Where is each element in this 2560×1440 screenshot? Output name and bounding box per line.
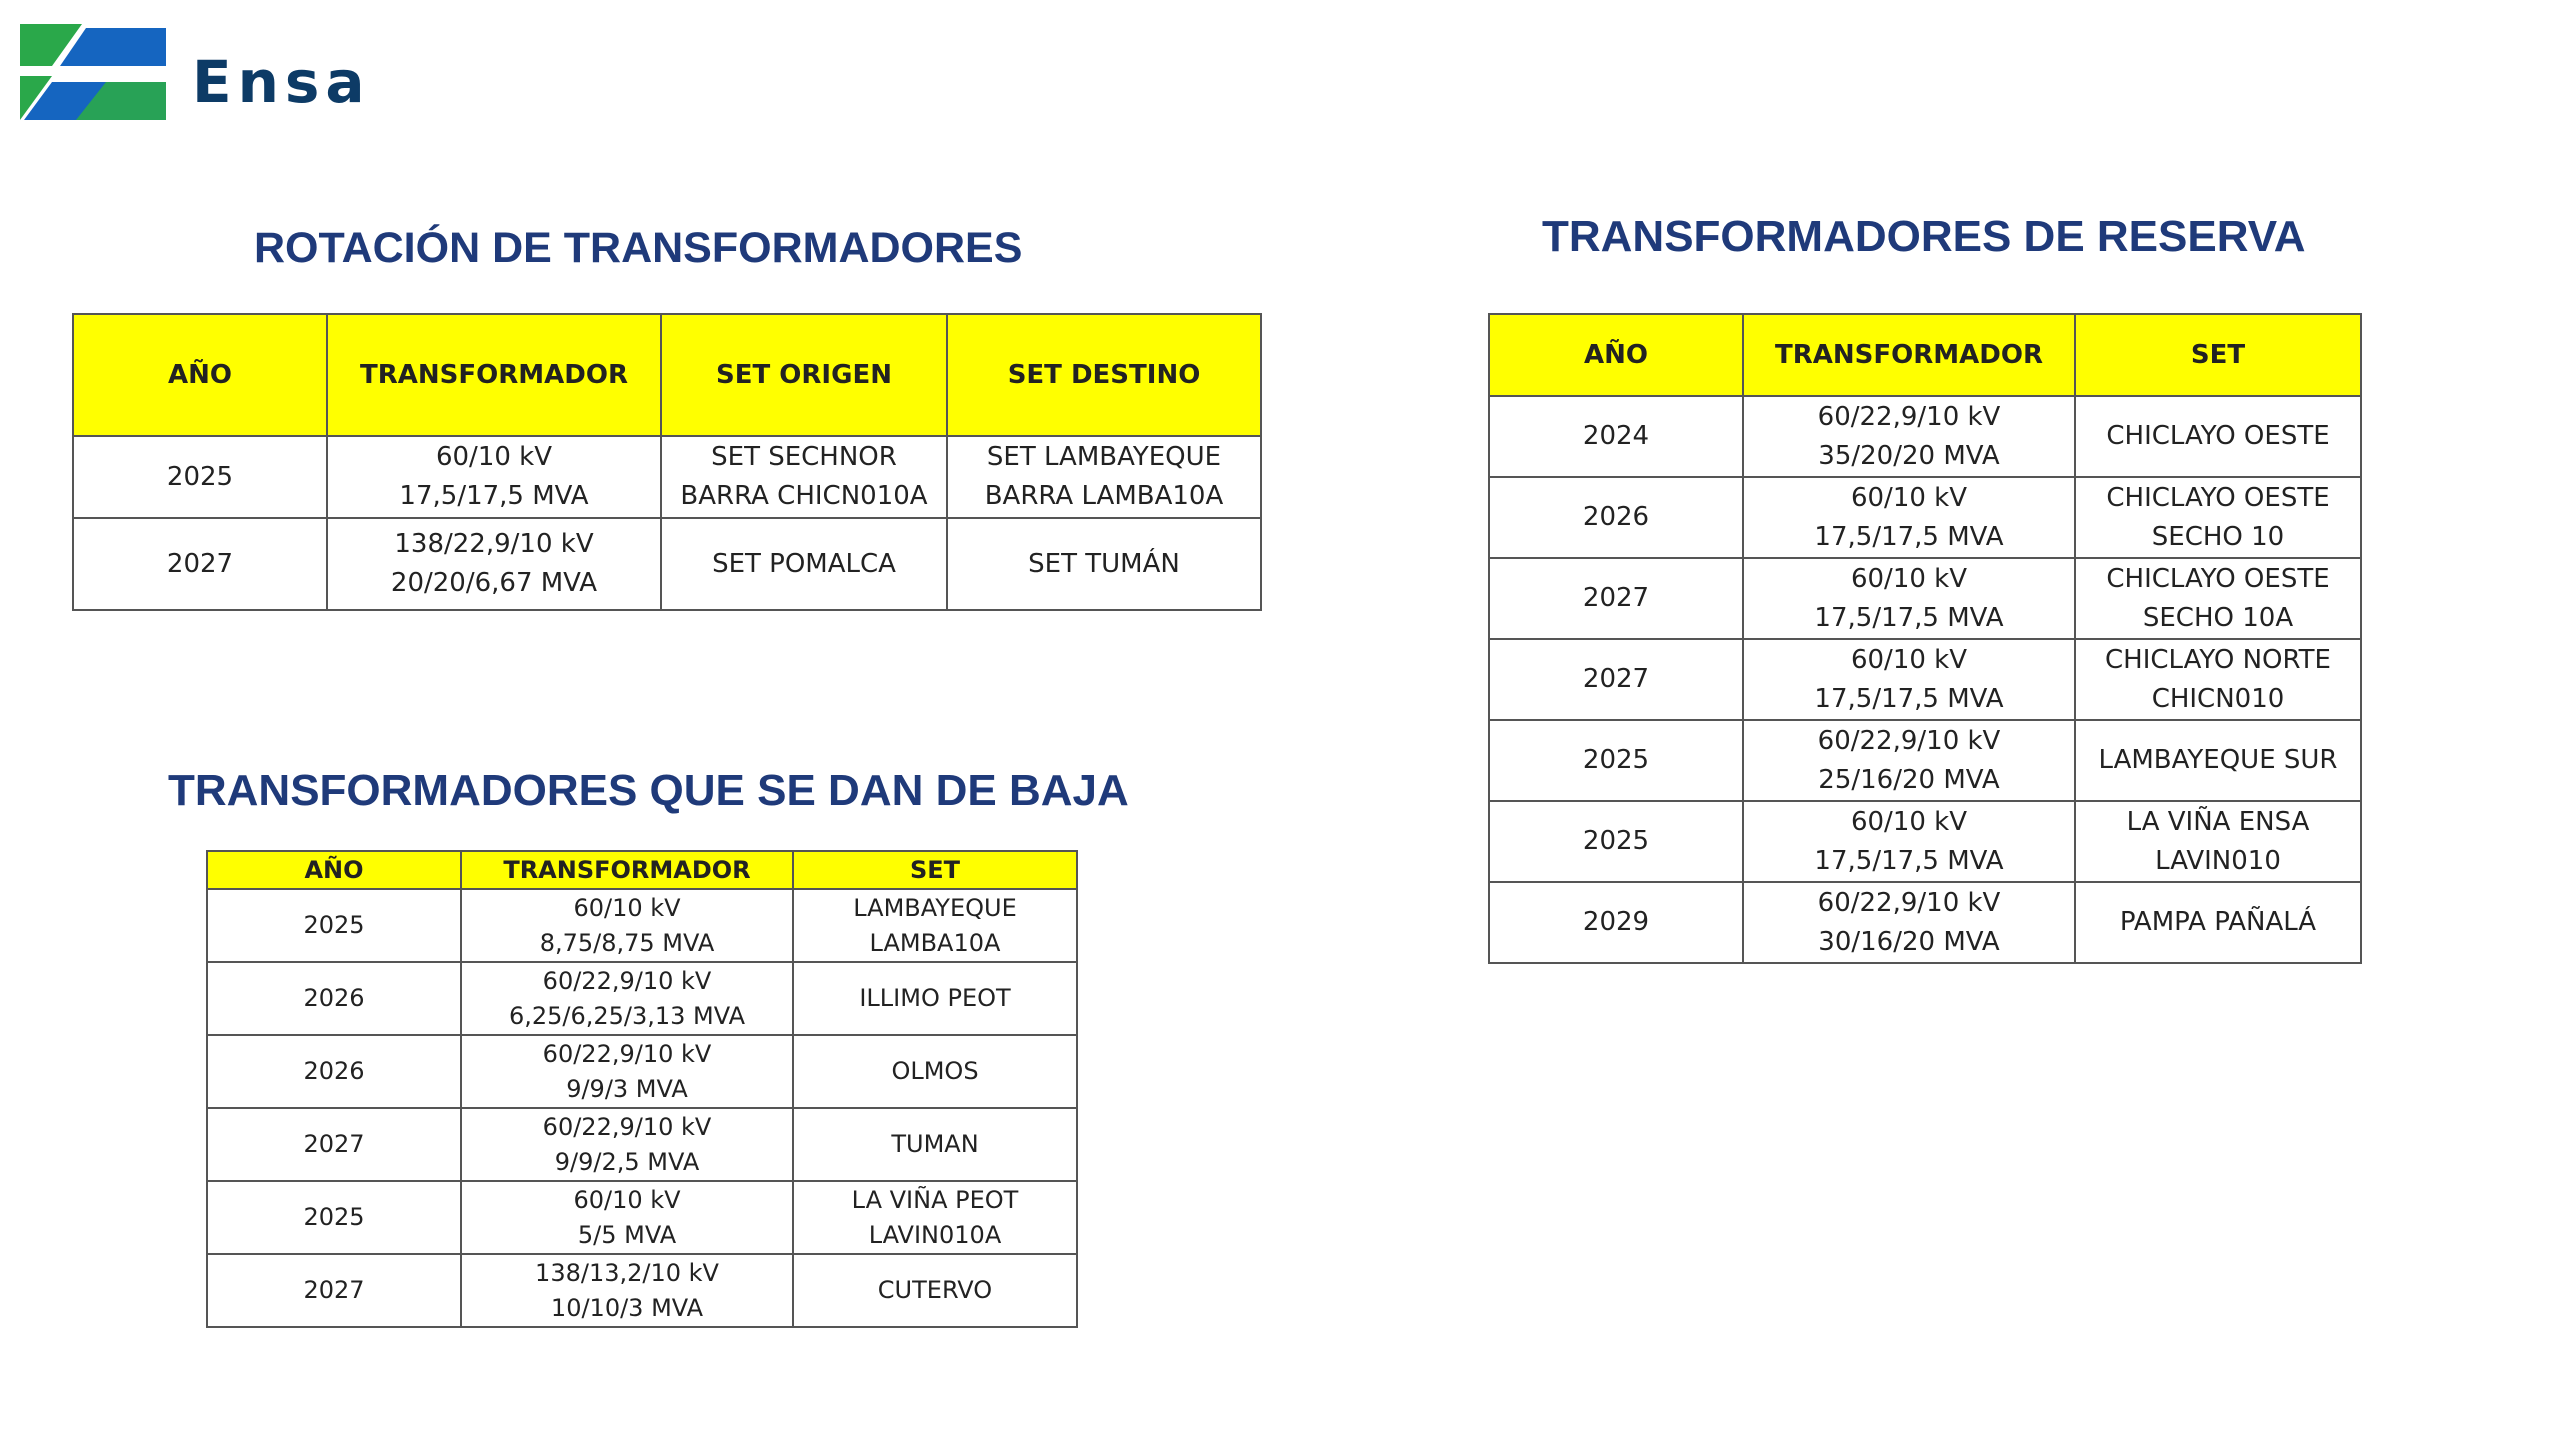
year-cell: 2027 (1489, 639, 1743, 720)
power-text: 10/10/3 MVA (550, 1293, 704, 1322)
column-header-transformador: TRANSFORMADOR (461, 851, 793, 889)
year-cell: 2027 (1489, 558, 1743, 639)
column-header-set-origen: SET ORIGEN (661, 314, 947, 436)
ensa-logo-mark (16, 20, 166, 130)
set-cell (2075, 558, 2361, 639)
year-cell: 2024 (1489, 396, 1743, 477)
voltage-text: 60/10 kV (573, 1185, 681, 1214)
transformer-cell (1743, 558, 2075, 639)
column-header-transformador: TRANSFORMADOR (1743, 314, 2075, 396)
voltage-text: 138/13,2/10 kV (535, 1258, 719, 1287)
set-name-text: SET LAMBAYEQUE (986, 442, 1222, 472)
table-row (1489, 801, 2361, 882)
transformer-cell (1743, 882, 2075, 963)
voltage-text: 60/22,9/10 kV (542, 1112, 712, 1141)
table-header-row (1489, 314, 2361, 396)
set-cell (2075, 396, 2361, 477)
set-cell (793, 1035, 1077, 1108)
power-text: 17,5/17,5 MVA (1814, 683, 2004, 714)
year-cell: 2025 (207, 1181, 461, 1254)
transformer-cell (1743, 639, 2075, 720)
bus-text: BARRA CHICN010A (680, 481, 928, 511)
year-cell: 2027 (207, 1108, 461, 1181)
power-text: 17,5/17,5 MVA (1814, 845, 2004, 876)
power-text: 17,5/17,5 MVA (1814, 602, 2004, 633)
table-row (207, 1108, 1077, 1181)
set-name-text: CHICLAYO OESTE (2106, 563, 2330, 594)
power-text: 20/20/6,67 MVA (390, 568, 598, 598)
set-cell (793, 1181, 1077, 1254)
transformer-cell (461, 1254, 793, 1327)
table-row (1489, 639, 2361, 720)
power-text: 9/9/3 MVA (566, 1074, 688, 1103)
table-row (1489, 558, 2361, 639)
voltage-text: 60/22,9/10 kV (1817, 887, 2001, 918)
transformer-cell (461, 889, 793, 962)
year-cell: 2026 (1489, 477, 1743, 558)
baja-table (206, 850, 1078, 1328)
power-text: 17,5/17,5 MVA (1814, 521, 2004, 552)
table-header-row (207, 851, 1077, 889)
column-header-anio: AÑO (1489, 314, 1743, 396)
year-cell: 2025 (1489, 801, 1743, 882)
bus-text: BARRA LAMBA10A (984, 481, 1224, 511)
power-text: 5/5 MVA (577, 1220, 677, 1249)
year-cell: 2025 (207, 889, 461, 962)
set-cell (2075, 639, 2361, 720)
set-name-text: TUMAN (891, 1130, 979, 1159)
table-row (207, 889, 1077, 962)
reserva-table (1488, 313, 2362, 964)
transformer-cell (461, 1108, 793, 1181)
set-name-text: LAMBAYEQUE (853, 893, 1017, 922)
voltage-text: 60/10 kV (1850, 482, 1968, 513)
column-header-set-destino: SET DESTINO (947, 314, 1261, 436)
voltage-text: 60/10 kV (573, 893, 681, 922)
voltage-text: 60/10 kV (435, 442, 553, 472)
set-name-text: LAMBAYEQUE SUR (2098, 745, 2338, 775)
voltage-text: 60/22,9/10 kV (542, 966, 712, 995)
column-header-set: SET (2075, 314, 2361, 396)
year-cell: 2029 (1489, 882, 1743, 963)
set-name-text: CHICLAYO OESTE (2106, 482, 2330, 513)
voltage-text: 60/10 kV (1850, 644, 1968, 675)
column-header-transformador: TRANSFORMADOR (327, 314, 661, 436)
year-cell: 2025 (73, 436, 327, 518)
power-text: 9/9/2,5 MVA (554, 1147, 700, 1176)
transformer-cell (1743, 720, 2075, 801)
transformer-cell (327, 436, 661, 518)
set-name-text: CUTERVO (877, 1276, 993, 1305)
table-row (207, 1254, 1077, 1327)
section-title-reserva: TRANSFORMADORES DE RESERVA (1542, 212, 2306, 261)
rotacion-table (72, 313, 1262, 611)
table-row (207, 1181, 1077, 1254)
set-destino-cell: SET TUMÁN (947, 518, 1261, 610)
set-cell (793, 962, 1077, 1035)
voltage-text: 60/22,9/10 kV (1817, 401, 2001, 432)
transformer-cell (1743, 477, 2075, 558)
bus-text: LAVIN010A (868, 1220, 1002, 1249)
voltage-text: 60/10 kV (1850, 563, 1968, 594)
table-row (73, 436, 1261, 518)
bus-text: LAVIN010 (2155, 845, 2281, 876)
power-text: 25/16/20 MVA (1818, 764, 2000, 795)
table-row (1489, 720, 2361, 801)
set-cell (793, 1108, 1077, 1181)
set-name-text: OLMOS (891, 1057, 979, 1086)
table-row (1489, 477, 2361, 558)
voltage-text: 60/22,9/10 kV (542, 1039, 712, 1068)
power-text: 8,75/8,75 MVA (539, 928, 715, 957)
bus-text: SECHO 10 (2151, 521, 2285, 552)
set-origen-cell: SET POMALCA (661, 518, 947, 610)
year-cell: 2025 (1489, 720, 1743, 801)
section-title-baja: TRANSFORMADORES QUE SE DAN DE BAJA (168, 766, 1129, 815)
table-row (73, 518, 1261, 610)
transformer-cell (461, 1181, 793, 1254)
table-header-row (73, 314, 1261, 436)
bus-text: LAMBA10A (869, 928, 1001, 957)
transformer-cell (1743, 396, 2075, 477)
voltage-text: 60/22,9/10 kV (1817, 725, 2001, 756)
set-name-text: PAMPA PAÑALÁ (2119, 907, 2317, 937)
power-text: 6,25/6,25/3,13 MVA (508, 1001, 746, 1030)
set-name-text: ILLIMO PEOT (859, 984, 1011, 1013)
set-cell (2075, 477, 2361, 558)
set-origen-cell (661, 436, 947, 518)
company-logo (16, 20, 416, 130)
set-name-text: CHICLAYO OESTE (2106, 421, 2330, 451)
voltage-text: 60/10 kV (1850, 806, 1968, 837)
set-name-text: LA VIÑA PEOT (851, 1185, 1019, 1214)
table-row (207, 962, 1077, 1035)
year-cell: 2027 (207, 1254, 461, 1327)
column-header-set: SET (793, 851, 1077, 889)
power-text: 35/20/20 MVA (1818, 440, 2000, 471)
set-cell (793, 889, 1077, 962)
table-row (207, 1035, 1077, 1108)
transformer-cell (1743, 801, 2075, 882)
table-row (1489, 396, 2361, 477)
set-name-text: LA VIÑA ENSA (2126, 806, 2310, 837)
year-cell: 2026 (207, 962, 461, 1035)
bus-text: CHICN010 (2151, 683, 2285, 714)
table-row (1489, 882, 2361, 963)
set-cell (2075, 720, 2361, 801)
transformer-cell (461, 962, 793, 1035)
set-cell (2075, 882, 2361, 963)
voltage-text: 138/22,9/10 kV (394, 529, 594, 559)
set-name-text: CHICLAYO NORTE (2105, 644, 2331, 675)
transformer-cell (461, 1035, 793, 1108)
transformer-cell (327, 518, 661, 610)
year-cell: 2026 (207, 1035, 461, 1108)
year-cell: 2027 (73, 518, 327, 610)
set-destino-cell (947, 436, 1261, 518)
bus-text: SECHO 10A (2142, 602, 2294, 633)
set-name-text: SET SECHNOR (711, 442, 897, 472)
column-header-anio: AÑO (73, 314, 327, 436)
set-cell (793, 1254, 1077, 1327)
section-title-rotacion: ROTACIÓN DE TRANSFORMADORES (254, 224, 1023, 272)
power-text: 30/16/20 MVA (1818, 926, 2000, 957)
brand-name: Ensa (192, 48, 371, 116)
set-cell (2075, 801, 2361, 882)
power-text: 17,5/17,5 MVA (399, 481, 589, 511)
column-header-anio: AÑO (207, 851, 461, 889)
